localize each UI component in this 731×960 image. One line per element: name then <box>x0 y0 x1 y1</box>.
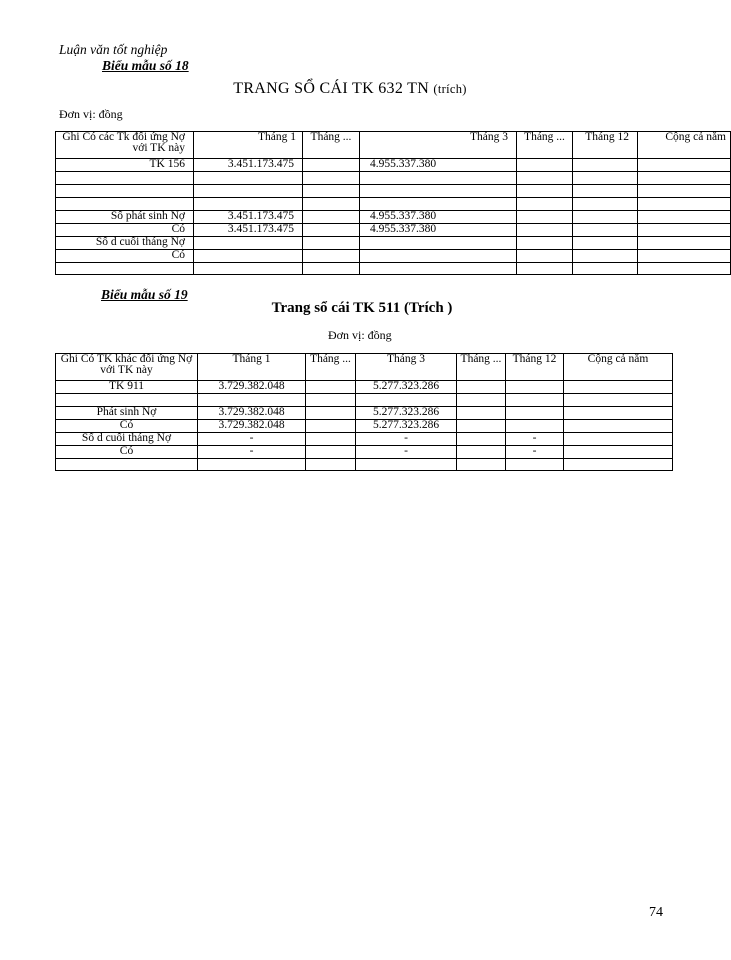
cell-empty <box>457 394 506 407</box>
table-row <box>56 211 731 224</box>
col-header-month-3: Tháng 3 <box>356 354 457 381</box>
cell-month-3 <box>360 185 517 198</box>
table-row <box>56 224 731 237</box>
cell-empty <box>517 211 573 224</box>
cell-month-3: - <box>356 446 457 459</box>
cell-empty <box>638 159 731 172</box>
row-label <box>56 459 198 471</box>
cell-empty <box>638 211 731 224</box>
cell-empty <box>517 185 573 198</box>
cell-month-3: 5.277.323.286 <box>356 407 457 420</box>
cell-empty <box>303 211 360 224</box>
cell-empty <box>573 172 638 185</box>
cell-empty <box>303 159 360 172</box>
col-header-month-12: Tháng 12 <box>506 354 564 381</box>
cell-empty <box>564 446 673 459</box>
col-header-month-12: Tháng 12 <box>573 132 638 159</box>
cell-empty <box>306 433 356 446</box>
cell-empty <box>306 407 356 420</box>
cell-month-1 <box>198 394 306 407</box>
cell-empty <box>564 459 673 471</box>
page-number: 74 <box>649 905 663 920</box>
cell-month-1: 3.451.173.475 <box>194 159 303 172</box>
cell-month-12 <box>506 381 564 394</box>
form-18-label: Biểu mẫu số 18 <box>102 58 189 73</box>
cell-month-3: 5.277.323.286 <box>356 420 457 433</box>
cell-month-3 <box>360 250 517 263</box>
cell-empty <box>638 250 731 263</box>
cell-month-1 <box>194 237 303 250</box>
cell-empty <box>564 420 673 433</box>
table-row <box>56 446 673 459</box>
row-label <box>56 185 194 198</box>
table-header-row <box>56 354 673 381</box>
cell-month-3 <box>356 394 457 407</box>
cell-empty <box>457 407 506 420</box>
table-row <box>56 407 673 420</box>
cell-empty <box>457 446 506 459</box>
cell-empty <box>306 446 356 459</box>
row-label <box>56 394 198 407</box>
ledger-table-511 <box>55 353 673 471</box>
cell-month-1 <box>194 263 303 275</box>
cell-empty <box>573 250 638 263</box>
cell-empty <box>573 198 638 211</box>
row-label <box>56 172 194 185</box>
form-18-title-suffix: (trích) <box>433 82 467 96</box>
table-row <box>56 172 731 185</box>
cell-empty <box>303 237 360 250</box>
table-row <box>56 420 673 433</box>
cell-month-1: 3.729.382.048 <box>198 407 306 420</box>
cell-empty <box>564 381 673 394</box>
form-18-title <box>0 80 700 98</box>
table-row <box>56 433 673 446</box>
col-header-month-1: Tháng 1 <box>198 354 306 381</box>
row-label <box>56 198 194 211</box>
row-label: TK 156 <box>56 159 194 172</box>
cell-month-3 <box>356 459 457 471</box>
cell-month-1 <box>194 172 303 185</box>
cell-empty <box>517 263 573 275</box>
col-header-month-mid: Tháng ... <box>303 132 360 159</box>
cell-empty <box>306 394 356 407</box>
row-label: Có <box>56 420 198 433</box>
cell-empty <box>573 185 638 198</box>
cell-empty <box>303 224 360 237</box>
cell-month-1: - <box>198 446 306 459</box>
cell-month-3: 4.955.337.380 <box>360 211 517 224</box>
form-18-unit: Đơn vị: đồng <box>59 107 123 121</box>
row-label: Có <box>56 250 194 263</box>
cell-month-1 <box>194 185 303 198</box>
cell-empty <box>306 459 356 471</box>
cell-month-3 <box>360 237 517 250</box>
cell-month-3: - <box>356 433 457 446</box>
cell-month-3 <box>360 172 517 185</box>
cell-month-3: 4.955.337.380 <box>360 224 517 237</box>
col-header-year-total: Cộng cả năm <box>638 132 731 159</box>
row-label: Số d cuối tháng Nợ <box>56 433 198 446</box>
cell-empty <box>564 407 673 420</box>
cell-month-12: - <box>506 433 564 446</box>
cell-month-12 <box>506 407 564 420</box>
cell-empty <box>517 250 573 263</box>
table-row <box>56 198 731 211</box>
table-row <box>56 381 673 394</box>
cell-empty <box>303 198 360 211</box>
cell-month-3 <box>360 198 517 211</box>
cell-empty <box>638 263 731 275</box>
cell-empty <box>303 250 360 263</box>
col-header-month-late: Tháng ... <box>517 132 573 159</box>
cell-empty <box>517 172 573 185</box>
cell-empty <box>638 185 731 198</box>
cell-empty <box>517 237 573 250</box>
cell-month-1: 3.729.382.048 <box>198 420 306 433</box>
cell-empty <box>564 433 673 446</box>
cell-empty <box>517 198 573 211</box>
cell-month-1 <box>194 198 303 211</box>
cell-empty <box>573 224 638 237</box>
cell-month-1: 3.451.173.475 <box>194 211 303 224</box>
cell-empty <box>573 263 638 275</box>
cell-empty <box>457 433 506 446</box>
thesis-title: Luận văn tốt nghiệp <box>59 42 168 57</box>
cell-empty <box>573 237 638 250</box>
cell-month-3 <box>360 263 517 275</box>
col-header-account: Ghi Có các Tk đối ứng Nợ với TK này <box>56 132 194 159</box>
cell-empty <box>638 237 731 250</box>
cell-empty <box>638 172 731 185</box>
cell-empty <box>457 381 506 394</box>
row-label: Có <box>56 224 194 237</box>
cell-month-12 <box>506 420 564 433</box>
ledger-table-632 <box>55 131 731 275</box>
cell-month-3: 5.277.323.286 <box>356 381 457 394</box>
cell-empty <box>457 420 506 433</box>
cell-empty <box>303 172 360 185</box>
form-18-title-main: TRANG SỔ CÁI TK 632 TN <box>233 80 430 97</box>
form-19-title: Trang sổ cái TK 511 (Trích ) <box>271 300 453 316</box>
form-19-unit: Đơn vị: đồng <box>328 328 392 342</box>
table-row <box>56 237 731 250</box>
cell-empty <box>573 211 638 224</box>
row-label: Số d cuối tháng Nợ <box>56 237 194 250</box>
col-header-month-3: Tháng 3 <box>360 132 517 159</box>
row-label: Có <box>56 446 198 459</box>
row-label: Phát sinh Nợ <box>56 407 198 420</box>
col-header-month-late: Tháng ... <box>457 354 506 381</box>
cell-empty <box>517 159 573 172</box>
cell-month-12: - <box>506 446 564 459</box>
cell-empty <box>306 381 356 394</box>
form-19-label: Biểu mẫu số 19 <box>101 287 188 302</box>
row-label <box>56 263 194 275</box>
cell-empty <box>638 198 731 211</box>
col-header-year-total: Cộng cả năm <box>564 354 673 381</box>
table-header-row <box>56 132 731 159</box>
cell-empty <box>564 394 673 407</box>
cell-month-1: 3.451.173.475 <box>194 224 303 237</box>
cell-month-1: - <box>198 433 306 446</box>
col-header-month-mid: Tháng ... <box>306 354 356 381</box>
cell-empty <box>517 224 573 237</box>
cell-empty <box>306 420 356 433</box>
cell-empty <box>638 224 731 237</box>
col-header-account: Ghi Có TK khác đối ứng Nợ với TK này <box>56 354 198 381</box>
cell-month-3: 4.955.337.380 <box>360 159 517 172</box>
cell-month-1 <box>194 250 303 263</box>
table-row <box>56 159 731 172</box>
cell-empty <box>573 159 638 172</box>
table-row <box>56 394 673 407</box>
row-label: Số phát sinh Nợ <box>56 211 194 224</box>
cell-empty <box>457 459 506 471</box>
table-row <box>56 263 731 275</box>
table-row <box>56 459 673 471</box>
row-label: TK 911 <box>56 381 198 394</box>
cell-month-1 <box>198 459 306 471</box>
table-row <box>56 185 731 198</box>
cell-month-1: 3.729.382.048 <box>198 381 306 394</box>
cell-empty <box>303 263 360 275</box>
col-header-month-1: Tháng 1 <box>194 132 303 159</box>
cell-month-12 <box>506 394 564 407</box>
cell-empty <box>303 185 360 198</box>
table-row <box>56 250 731 263</box>
cell-month-12 <box>506 459 564 471</box>
